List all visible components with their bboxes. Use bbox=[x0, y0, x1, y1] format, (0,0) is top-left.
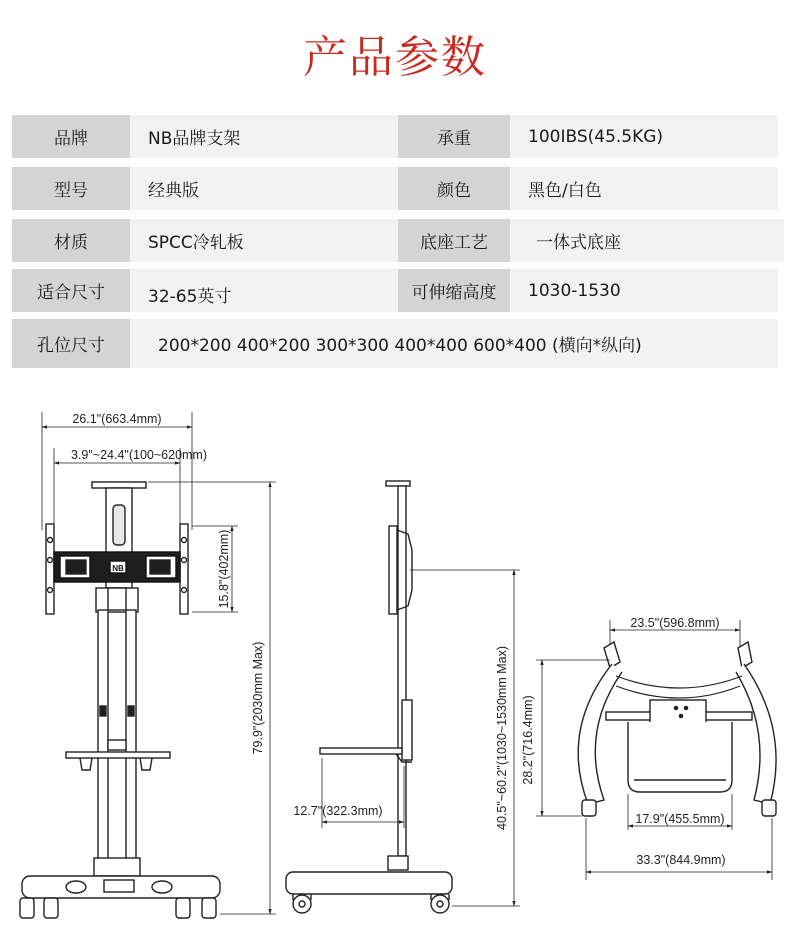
spec-value: 32-65英寸 bbox=[134, 269, 408, 312]
spec-label: 承重 bbox=[398, 115, 510, 158]
base-view bbox=[536, 620, 776, 880]
dim-base-width: 33.3"(844.9mm) bbox=[636, 853, 726, 867]
spec-value: 1030-1530 bbox=[514, 269, 776, 312]
dim-max-height: 79.9"(2030mm Max) bbox=[251, 641, 265, 755]
side-view bbox=[286, 481, 520, 913]
dim-base-height: 28.2"(716.4mm) bbox=[521, 695, 535, 785]
dim-bracket-height: 15.8"(402mm) bbox=[217, 529, 231, 609]
dim-height-range: 40.5"~60.2"(1030~1530mm Max) bbox=[495, 646, 509, 830]
dim-top-width: 23.5"(596.8mm) bbox=[630, 616, 720, 630]
spec-value: 一体式底座 bbox=[514, 219, 784, 262]
spec-value: 黑色/白色 bbox=[514, 167, 776, 210]
spec-value: SPCC冷轧板 bbox=[134, 219, 408, 262]
spec-value: 200*200 400*200 300*300 400*400 600*400 (横向*纵向) bbox=[134, 319, 778, 368]
spec-value: NB品牌支架 bbox=[134, 115, 408, 158]
page-title: 产品参数 bbox=[303, 32, 487, 83]
spec-label: 品牌 bbox=[12, 115, 130, 158]
spec-label: 型号 bbox=[12, 167, 130, 210]
dim-shelf-depth: 12.7"(322.3mm) bbox=[293, 804, 383, 818]
spec-label: 可伸缩高度 bbox=[398, 269, 510, 312]
nb-logo bbox=[112, 564, 124, 573]
spec-label: 底座工艺 bbox=[398, 219, 510, 262]
dim-inner-width: 17.9"(455.5mm) bbox=[635, 812, 725, 826]
svg-text:NB: NB bbox=[112, 564, 124, 573]
spec-label: 材质 bbox=[12, 219, 130, 262]
spec-label: 孔位尺寸 bbox=[12, 319, 130, 368]
front-view bbox=[20, 412, 276, 918]
dim-overall-width: 26.1"(663.4mm) bbox=[72, 412, 162, 426]
spec-label: 适合尺寸 bbox=[12, 269, 130, 312]
spec-value: 100IBS(45.5KG) bbox=[514, 115, 776, 158]
dim-vesa-range: 3.9"~24.4"(100~620mm) bbox=[70, 448, 208, 462]
spec-label: 颜色 bbox=[398, 167, 510, 210]
spec-value: 经典版 bbox=[134, 167, 408, 210]
